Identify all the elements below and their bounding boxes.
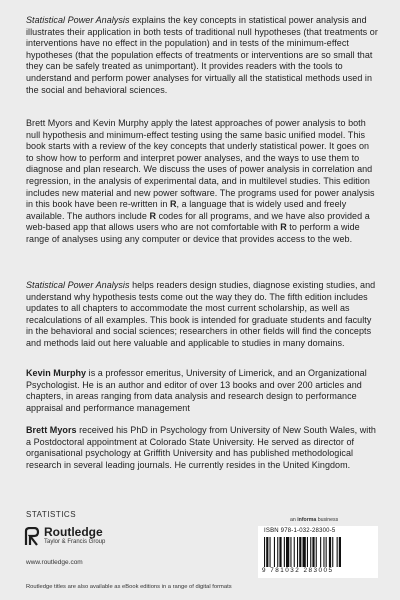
description-paragraph-1 <box>26 15 378 96</box>
informa-suffix: business <box>316 517 339 523</box>
r-language-bold: R <box>149 210 157 221</box>
description-paragraph-3 <box>26 280 378 350</box>
subject-category: STATISTICS <box>26 510 77 519</box>
book-title-italic: Statistical Power Analysis <box>26 15 130 25</box>
isbn-text: ISBN 978-1-032-28300-5 <box>264 528 336 534</box>
barcode-icon <box>262 537 374 567</box>
informa-name: informa <box>297 517 317 523</box>
paragraph-text: , a language that is widely used and freely available. The authors include <box>26 199 347 221</box>
bio-text: received his PhD in Psychology from University of New South Wales, with a Postdoctoral appointment at Colorado State University. He served as director of organisational psychology at Griffith University and has published methodological research in several leading journals. He currently resides in the United Kingdom. <box>26 425 376 470</box>
description-paragraph-2 <box>26 118 378 246</box>
r-language-bold: R <box>280 222 287 233</box>
informa-prefix: an <box>290 517 298 523</box>
paragraph-text: to perform a wide range of analyses using any computer or device that provides access to the web. <box>26 222 360 244</box>
r-language-bold: R <box>169 199 177 210</box>
paragraph-text: codes for all programs, and we have also provided a web-based app that allows users who are not comfortable with <box>26 210 370 233</box>
routledge-r-mark-icon <box>24 527 40 547</box>
author-name: Brett Myors <box>26 425 77 435</box>
book-title-italic: Statistical Power Analysis <box>26 280 130 290</box>
bio-text: is a professor emeritus, University of Limerick, and an Organizational Psychologist. He is an author and editor of over 13 books and over 200 articles and chapters, in areas ranging from data analysis and research design to performance appraisal and performance management <box>26 368 367 413</box>
barcode-digits: 9 781032 283005 <box>262 567 334 574</box>
author-name: Kevin Murphy <box>26 368 87 378</box>
paragraph-text: helps readers design studies, diagnose existing studies, and understand why hypothesis tests come out the way they do. The fifth edition includes updates to all chapters to accommodate the most current scholarship, as well as recalculations of all examples. This book is intended for graduate students and faculty in the behavioral and social sciences; researchers in other fields will find the concepts and methods laid out here valuable and applicable to studies in many domains. <box>26 280 376 348</box>
author-bio-murphy <box>26 368 378 414</box>
publisher-name: Routledge <box>44 525 103 539</box>
ebook-footnote: Routledge titles are also available as eBook editions in a range of digital formats <box>26 584 232 590</box>
publisher-subtitle: Taylor & Francis Group <box>44 539 106 545</box>
publisher-website: www.routledge.com <box>26 559 83 566</box>
author-bio-myors <box>26 425 378 471</box>
publisher-logo <box>24 525 134 551</box>
paragraph-text: Brett Myors and Kevin Murphy apply the latest approaches of power analysis to both null hypothesis and minimum-effect testing using the same basic unified model. This book starts with a review of the key concepts that underly statistical power. It goes on to show how to perform and interpret power analyses, and the ways to use them to diagnose and plan research. We discuss the uses of power analysis in correlation and regression, in the analysis of experimental data, and in multilevel studies. This edition includes new material and new power software. The programs used for power analysis in this book have been re-written in <box>26 118 375 210</box>
paragraph-text: explains the key concepts in statistical power analysis and illustrates their application in both tests of traditional null hypotheses (that treatments or interventions have no effect in the population) and in tests of the minimum-effect hypotheses (that the population effects of treatments or interventions are so small that they can be safely treated as unimportant). It provides readers with the tools to understand and perform power analyses for virtually all the statistical methods used in the social and behavioral sciences. <box>26 15 378 95</box>
informa-business-label <box>290 517 338 523</box>
